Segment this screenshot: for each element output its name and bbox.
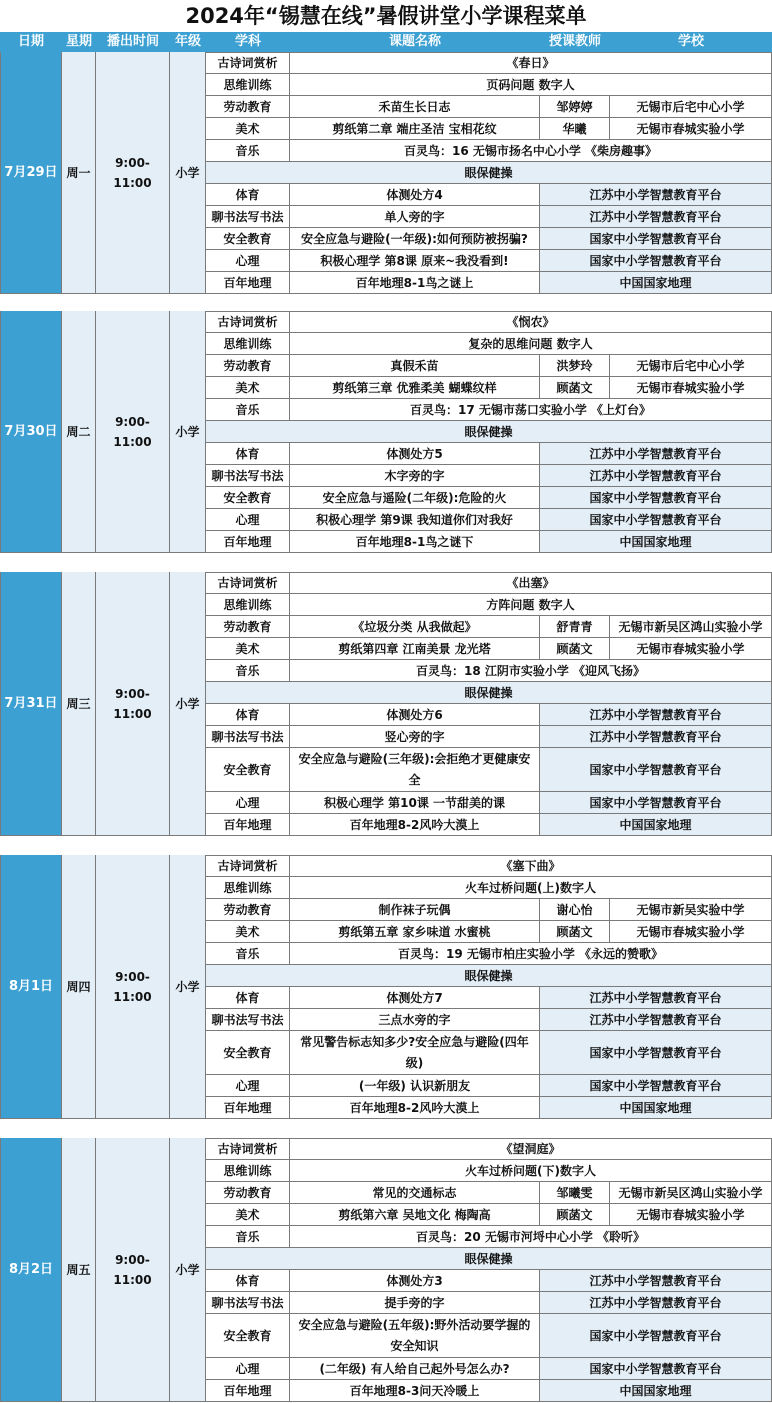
topic-cell: 《垃圾分类 从我做起》 bbox=[290, 616, 540, 638]
time-cell: 9:00-11:00 bbox=[96, 52, 170, 294]
subject-cell: 劳动教育 bbox=[206, 355, 290, 377]
date-cell: 7月31日 bbox=[0, 572, 62, 836]
topic-cell: 百年地理8-3问天冷暖上 bbox=[290, 1380, 540, 1402]
subject-cell: 聊书法写书法 bbox=[206, 726, 290, 748]
topic-cell: 积极心理学 第8课 原来~我没看到! bbox=[290, 250, 540, 272]
topic-cell: 《悯农》 bbox=[290, 311, 772, 333]
subject-cell: 聊书法写书法 bbox=[206, 1292, 290, 1314]
school-cell: 无锡市春城实验小学 bbox=[610, 638, 772, 660]
topic-cell: 真假禾苗 bbox=[290, 355, 540, 377]
platform-cell: 江苏中小学智慧教育平台 bbox=[540, 1009, 772, 1031]
subject-cell: 音乐 bbox=[206, 399, 290, 421]
platform-cell: 国家中小学智慧教育平台 bbox=[540, 228, 772, 250]
platform-cell: 国家中小学智慧教育平台 bbox=[540, 250, 772, 272]
platform-cell: 国家中小学智慧教育平台 bbox=[540, 509, 772, 531]
subject-cell: 安全教育 bbox=[206, 1031, 290, 1075]
subject-cell: 劳动教育 bbox=[206, 96, 290, 118]
time-cell: 9:00-11:00 bbox=[96, 572, 170, 836]
subject-cell: 古诗词赏析 bbox=[206, 1138, 290, 1160]
page-title: 2024年“锡慧在线”暑假讲堂小学课程菜单 bbox=[185, 4, 587, 28]
day-block bbox=[0, 855, 772, 1119]
topic-cell: 方阵问题 数字人 bbox=[290, 594, 772, 616]
topic-cell: 体测处方7 bbox=[290, 987, 540, 1009]
day-block bbox=[0, 572, 772, 836]
eye-exercise-row: 眼保健操 bbox=[206, 682, 772, 704]
topic-cell: (一年级) 认识新朋友 bbox=[290, 1075, 540, 1097]
topic-cell: 百灵鸟：18 江阴市实验小学 《迎风飞扬》 bbox=[290, 660, 772, 682]
platform-cell: 江苏中小学智慧教育平台 bbox=[540, 206, 772, 228]
subject-cell: 安全教育 bbox=[206, 748, 290, 792]
weekday-cell: 周一 bbox=[62, 52, 96, 294]
topic-cell: 火车过桥问题(下)数字人 bbox=[290, 1160, 772, 1182]
header-date: 日期 bbox=[17, 34, 44, 49]
topic-cell: 百年地理8-2风吟大漠上 bbox=[290, 814, 540, 836]
subject-cell: 美术 bbox=[206, 377, 290, 399]
header-subject: 学科 bbox=[234, 34, 261, 49]
platform-cell: 国家中小学智慧教育平台 bbox=[540, 1075, 772, 1097]
subject-cell: 安全教育 bbox=[206, 487, 290, 509]
topic-cell: 《望洞庭》 bbox=[290, 1138, 772, 1160]
topic-cell: 剪纸第二章 端庄圣洁 宝相花纹 bbox=[290, 118, 540, 140]
topic-cell: 禾苗生长日志 bbox=[290, 96, 540, 118]
topic-cell: 三点水旁的字 bbox=[290, 1009, 540, 1031]
school-cell: 无锡市春城实验小学 bbox=[610, 118, 772, 140]
platform-cell: 江苏中小学智慧教育平台 bbox=[540, 1292, 772, 1314]
subject-cell: 思维训练 bbox=[206, 1160, 290, 1182]
topic-cell: 百灵鸟：17 无锡市荡口实验小学 《上灯台》 bbox=[290, 399, 772, 421]
subject-cell: 思维训练 bbox=[206, 333, 290, 355]
topic-cell: 常见的交通标志 bbox=[290, 1182, 540, 1204]
subject-cell: 音乐 bbox=[206, 140, 290, 162]
subject-cell: 音乐 bbox=[206, 1226, 290, 1248]
subject-cell: 百年地理 bbox=[206, 531, 290, 553]
subject-cell: 思维训练 bbox=[206, 877, 290, 899]
platform-cell: 江苏中小学智慧教育平台 bbox=[540, 1270, 772, 1292]
date-cell: 7月30日 bbox=[0, 311, 62, 553]
grade-cell: 小学 bbox=[170, 572, 206, 836]
weekday-cell: 周三 bbox=[62, 572, 96, 836]
platform-cell: 江苏中小学智慧教育平台 bbox=[540, 726, 772, 748]
teacher-cell: 舒青青 bbox=[540, 616, 610, 638]
grade-cell: 小学 bbox=[170, 855, 206, 1119]
subject-cell: 思维训练 bbox=[206, 594, 290, 616]
weekday-cell: 周五 bbox=[62, 1138, 96, 1402]
subject-cell: 音乐 bbox=[206, 943, 290, 965]
topic-cell: (二年级) 有人给自己起外号怎么办? bbox=[290, 1358, 540, 1380]
platform-cell: 江苏中小学智慧教育平台 bbox=[540, 704, 772, 726]
subject-cell: 安全教育 bbox=[206, 1314, 290, 1358]
platform-cell: 江苏中小学智慧教育平台 bbox=[540, 465, 772, 487]
topic-cell: 百灵鸟：20 无锡市河埒中心小学 《聆听》 bbox=[290, 1226, 772, 1248]
subject-cell: 古诗词赏析 bbox=[206, 572, 290, 594]
teacher-cell: 邹婷婷 bbox=[540, 96, 610, 118]
topic-cell: 百年地理8-2风吟大漠上 bbox=[290, 1097, 540, 1119]
teacher-cell: 顾菡文 bbox=[540, 921, 610, 943]
subject-cell: 音乐 bbox=[206, 660, 290, 682]
subject-cell: 安全教育 bbox=[206, 228, 290, 250]
date-cell: 7月29日 bbox=[0, 52, 62, 294]
subject-cell: 心理 bbox=[206, 509, 290, 531]
topic-cell: 体测处方4 bbox=[290, 184, 540, 206]
teacher-cell: 谢心怡 bbox=[540, 899, 610, 921]
school-cell: 无锡市新吴实验中学 bbox=[610, 899, 772, 921]
platform-cell: 中国国家地理 bbox=[540, 1097, 772, 1119]
platform-cell: 国家中小学智慧教育平台 bbox=[540, 1314, 772, 1358]
subject-cell: 美术 bbox=[206, 638, 290, 660]
platform-cell: 国家中小学智慧教育平台 bbox=[540, 487, 772, 509]
school-cell: 无锡市后宅中心小学 bbox=[610, 355, 772, 377]
subject-cell: 体育 bbox=[206, 184, 290, 206]
subject-cell: 劳动教育 bbox=[206, 1182, 290, 1204]
subject-cell: 美术 bbox=[206, 921, 290, 943]
topic-cell: 剪纸第六章 吴地文化 梅陶高 bbox=[290, 1204, 540, 1226]
header-teacher: 授课教师 bbox=[548, 34, 601, 49]
time-cell: 9:00-11:00 bbox=[96, 311, 170, 553]
platform-cell: 国家中小学智慧教育平台 bbox=[540, 748, 772, 792]
topic-cell: 安全应急与避险(五年级):野外活动要学握的安全知识 bbox=[290, 1314, 540, 1358]
subject-cell: 聊书法写书法 bbox=[206, 1009, 290, 1031]
subject-cell: 聊书法写书法 bbox=[206, 465, 290, 487]
subject-cell: 体育 bbox=[206, 1270, 290, 1292]
topic-cell: 百年地理8-1鸟之谜上 bbox=[290, 272, 540, 294]
platform-cell: 国家中小学智慧教育平台 bbox=[540, 1031, 772, 1075]
teacher-cell: 顾菡文 bbox=[540, 1204, 610, 1226]
topic-cell: 常见警告标志知多少?安全应急与避险(四年级) bbox=[290, 1031, 540, 1075]
topic-cell: 页码问题 数字人 bbox=[290, 74, 772, 96]
platform-cell: 中国国家地理 bbox=[540, 272, 772, 294]
topic-cell: 单人旁的字 bbox=[290, 206, 540, 228]
topic-cell: 积极心理学 第9课 我知道你们对我好 bbox=[290, 509, 540, 531]
topic-cell: 剪纸第四章 江南美景 龙光塔 bbox=[290, 638, 540, 660]
subject-cell: 体育 bbox=[206, 443, 290, 465]
subject-cell: 美术 bbox=[206, 118, 290, 140]
topic-cell: 木字旁的字 bbox=[290, 465, 540, 487]
platform-cell: 江苏中小学智慧教育平台 bbox=[540, 987, 772, 1009]
weekday-cell: 周二 bbox=[62, 311, 96, 553]
topic-cell: 百年地理8-1鸟之谜下 bbox=[290, 531, 540, 553]
topic-cell: 剪纸第五章 家乡味道 水蜜桃 bbox=[290, 921, 540, 943]
time-cell: 9:00-11:00 bbox=[96, 1138, 170, 1402]
subject-cell: 心理 bbox=[206, 250, 290, 272]
header-topic: 课题名称 bbox=[388, 34, 441, 49]
teacher-cell: 顾菡文 bbox=[540, 377, 610, 399]
subject-cell: 心理 bbox=[206, 1358, 290, 1380]
topic-cell: 百灵鸟：19 无锡市柏庄实验小学 《永远的赞歌》 bbox=[290, 943, 772, 965]
topic-cell: 《塞下曲》 bbox=[290, 855, 772, 877]
subject-cell: 心理 bbox=[206, 1075, 290, 1097]
subject-cell: 劳动教育 bbox=[206, 899, 290, 921]
eye-exercise-row: 眼保健操 bbox=[206, 1248, 772, 1270]
header-weekday: 星期 bbox=[65, 34, 92, 49]
subject-cell: 古诗词赏析 bbox=[206, 855, 290, 877]
date-cell: 8月1日 bbox=[0, 855, 62, 1119]
school-cell: 无锡市新吴区鸿山实验小学 bbox=[610, 616, 772, 638]
teacher-cell: 邹曦雯 bbox=[540, 1182, 610, 1204]
subject-cell: 百年地理 bbox=[206, 1380, 290, 1402]
header-grade: 年级 bbox=[174, 34, 201, 49]
subject-cell: 思维训练 bbox=[206, 74, 290, 96]
eye-exercise-row: 眼保健操 bbox=[206, 162, 772, 184]
platform-cell: 江苏中小学智慧教育平台 bbox=[540, 184, 772, 206]
subject-cell: 古诗词赏析 bbox=[206, 311, 290, 333]
header-school: 学校 bbox=[677, 34, 704, 49]
subject-cell: 心理 bbox=[206, 792, 290, 814]
platform-cell: 国家中小学智慧教育平台 bbox=[540, 1358, 772, 1380]
grade-cell: 小学 bbox=[170, 52, 206, 294]
topic-cell: 安全应急与避险(一年级):如何预防被拐骗? bbox=[290, 228, 540, 250]
topic-cell: 体测处方3 bbox=[290, 1270, 540, 1292]
topic-cell: 积极心理学 第10课 一节甜美的课 bbox=[290, 792, 540, 814]
grade-cell: 小学 bbox=[170, 1138, 206, 1402]
platform-cell: 中国国家地理 bbox=[540, 814, 772, 836]
teacher-cell: 洪梦玲 bbox=[540, 355, 610, 377]
date-cell: 8月2日 bbox=[0, 1138, 62, 1402]
topic-cell: 复杂的思维问题 数字人 bbox=[290, 333, 772, 355]
platform-cell: 中国国家地理 bbox=[540, 1380, 772, 1402]
topic-cell: 《出塞》 bbox=[290, 572, 772, 594]
platform-cell: 中国国家地理 bbox=[540, 531, 772, 553]
subject-cell: 古诗词赏析 bbox=[206, 52, 290, 74]
subject-cell: 聊书法写书法 bbox=[206, 206, 290, 228]
topic-cell: 体测处方6 bbox=[290, 704, 540, 726]
platform-cell: 国家中小学智慧教育平台 bbox=[540, 792, 772, 814]
subject-cell: 百年地理 bbox=[206, 272, 290, 294]
teacher-cell: 华曦 bbox=[540, 118, 610, 140]
subject-cell: 体育 bbox=[206, 704, 290, 726]
weekday-cell: 周四 bbox=[62, 855, 96, 1119]
topic-cell: 体测处方5 bbox=[290, 443, 540, 465]
topic-cell: 竖心旁的字 bbox=[290, 726, 540, 748]
eye-exercise-row: 眼保健操 bbox=[206, 421, 772, 443]
school-cell: 无锡市新吴区鸿山实验小学 bbox=[610, 1182, 772, 1204]
subject-cell: 劳动教育 bbox=[206, 616, 290, 638]
header-time: 播出时间 bbox=[106, 34, 159, 49]
subject-cell: 百年地理 bbox=[206, 814, 290, 836]
topic-cell: 制作袜子玩偶 bbox=[290, 899, 540, 921]
teacher-cell: 顾菡文 bbox=[540, 638, 610, 660]
day-block bbox=[0, 1138, 772, 1402]
topic-cell: 剪纸第三章 优雅柔美 蝴蝶纹样 bbox=[290, 377, 540, 399]
day-block bbox=[0, 52, 772, 294]
school-cell: 无锡市春城实验小学 bbox=[610, 921, 772, 943]
school-cell: 无锡市春城实验小学 bbox=[610, 377, 772, 399]
subject-cell: 体育 bbox=[206, 987, 290, 1009]
topic-cell: 《春日》 bbox=[290, 52, 772, 74]
topic-cell: 百灵鸟：16 无锡市扬名中心小学 《柴房趣事》 bbox=[290, 140, 772, 162]
topic-cell: 火车过桥问题(上)数字人 bbox=[290, 877, 772, 899]
topic-cell: 安全应急与遥险(二年级):危险的火 bbox=[290, 487, 540, 509]
grade-cell: 小学 bbox=[170, 311, 206, 553]
topic-cell: 安全应急与避险(三年级):会拒绝才更健康安全 bbox=[290, 748, 540, 792]
subject-cell: 百年地理 bbox=[206, 1097, 290, 1119]
platform-cell: 江苏中小学智慧教育平台 bbox=[540, 443, 772, 465]
time-cell: 9:00-11:00 bbox=[96, 855, 170, 1119]
day-block bbox=[0, 311, 772, 553]
topic-cell: 提手旁的字 bbox=[290, 1292, 540, 1314]
school-cell: 无锡市春城实验小学 bbox=[610, 1204, 772, 1226]
eye-exercise-row: 眼保健操 bbox=[206, 965, 772, 987]
school-cell: 无锡市后宅中心小学 bbox=[610, 96, 772, 118]
table-header bbox=[0, 32, 772, 52]
subject-cell: 美术 bbox=[206, 1204, 290, 1226]
